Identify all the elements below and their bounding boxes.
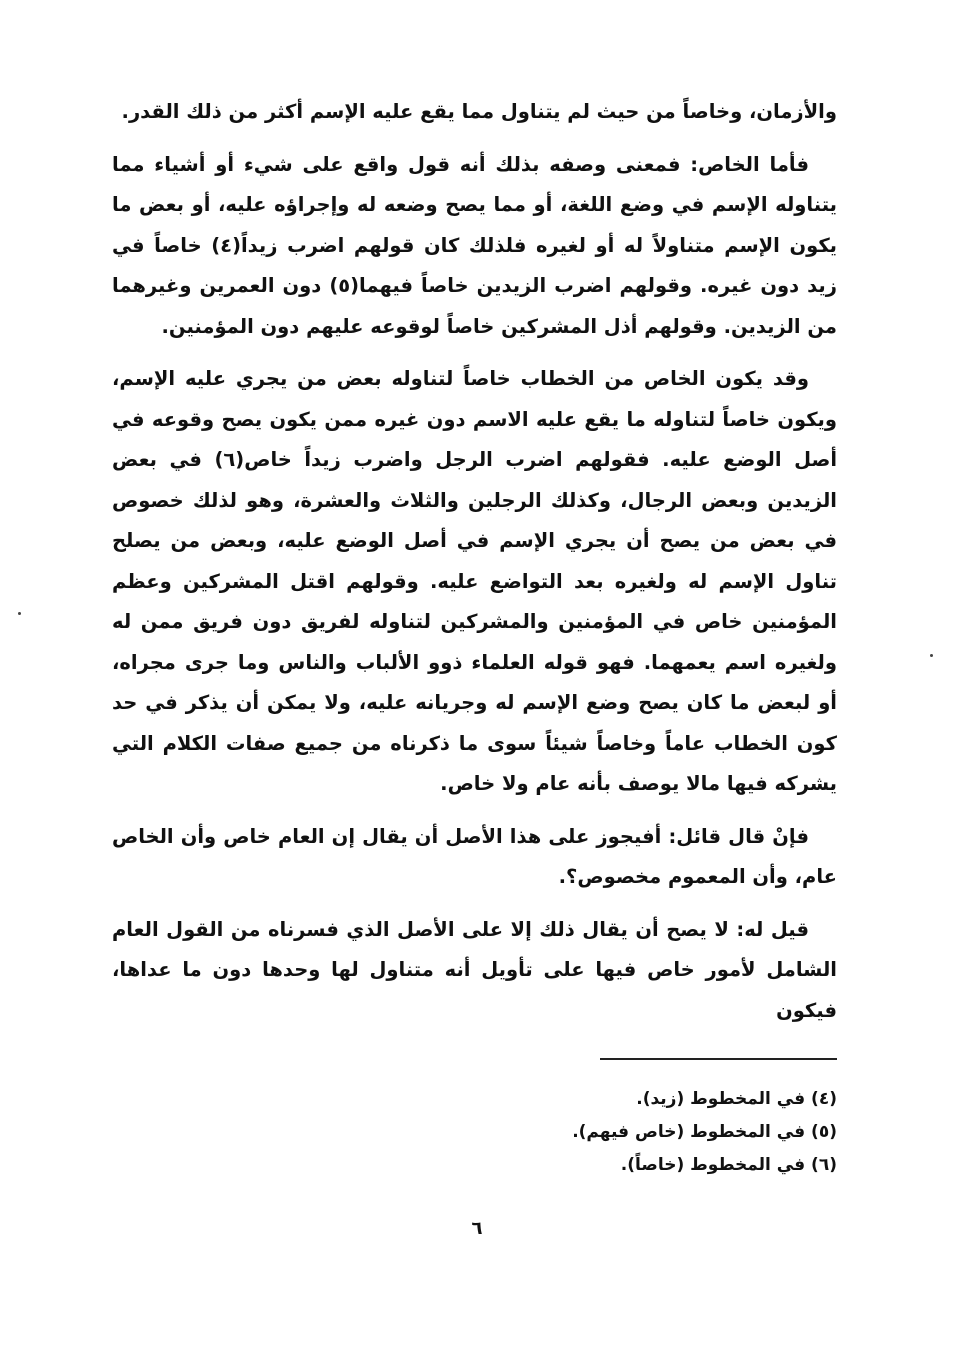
footnote-6: (٦) في المخطوط (خاصاً). bbox=[620, 1155, 837, 1175]
scan-speck bbox=[930, 654, 933, 657]
footnotes bbox=[112, 1083, 837, 1182]
footnote-separator bbox=[600, 1058, 837, 1060]
footnote-4: (٤) في المخطوط (زيد). bbox=[636, 1089, 837, 1109]
paragraph-5: قيل له: لا يصح أن يقال ذلك إلا على الأصل الذي فسرناه من القول العام الشامل لأمور خاص فيها على تأويل أنه متناول لها وحدها دون ما عداها، فيكون bbox=[112, 917, 837, 1022]
footnote-5: (٥) في المخطوط (خاص فيهم). bbox=[572, 1122, 837, 1142]
scan-speck bbox=[18, 612, 21, 615]
paragraph-4: فإنْ قال قائل: أفيجوز على هذا الأصل أن يقال إن العام خاص وأن الخاص عام، وأن المعموم مخصوص؟. bbox=[112, 824, 837, 888]
paragraph-1: والأزمان، وخاصاً من حيث لم يتناول مما يقع عليه الإسم أكثر من ذلك القدر. bbox=[121, 100, 837, 123]
page-number: ٦ bbox=[471, 1218, 483, 1239]
body-text bbox=[112, 92, 837, 1043]
paragraph-3: وقد يكون الخاص من الخطاب خاصاً لتناوله بعض من يجري عليه الإسم، ويكون خاصاً لتناوله ما يقع عليه الاسم دون غيره ممن يكون يصح وقوعه في أصل الوضع عليه. فقولهم اضرب الرجل واضرب زيداً خاص(٦) في بعض الزيدين وبعض الرجال، وكذلك الرجلين والثلاث والعشرة، وهو لذلك خصوص في بعض من يصح أن يجري الإسم في أصل الوضع عليه، وبعض من يصلح تناول الإسم له ولغيره بعد التواضع عليه. وقولهم اقتل المشركين وعظم المؤمنين خاص في المؤمنين والمشركين لتناوله لفريق دون فريق ممن له ولغيره اسم يعمهما. فهو قوله العلماء ذوو الألباب والناس وما جرى مجراه، أو لبعض ما كان يصح وضع الإسم له وجريانه عليه، ولا يمكن أن يذكر في حد كون الخطاب عاماً وخاصاً شيئاً سوى ما ذكرناه من جميع صفات الكلام التي يشركه فيها مالا يوصف بأنه عام ولا خاص. bbox=[112, 367, 837, 795]
paragraph-2: فأما الخاص: فمعنى وصفه بذلك أنه قول واقع على شيء أو أشياء مما يتناوله الإسم في وضع اللغة، أو مما يصح وضعه له وإجراؤه عليه، أو بعض ما يكون الإسم متناولاً له أو لغيره فلذلك كان قولهم اضرب زيداً(٤) خاصاً في زيد دون غيره. وقولهم اضرب الزيدين خاصاً فيهما(٥) دون العمرين وغيرهما من الزيدين. وقولهم أذل المشركين خاصاً لوقوعه عليهم دون المؤمنين. bbox=[112, 152, 837, 338]
